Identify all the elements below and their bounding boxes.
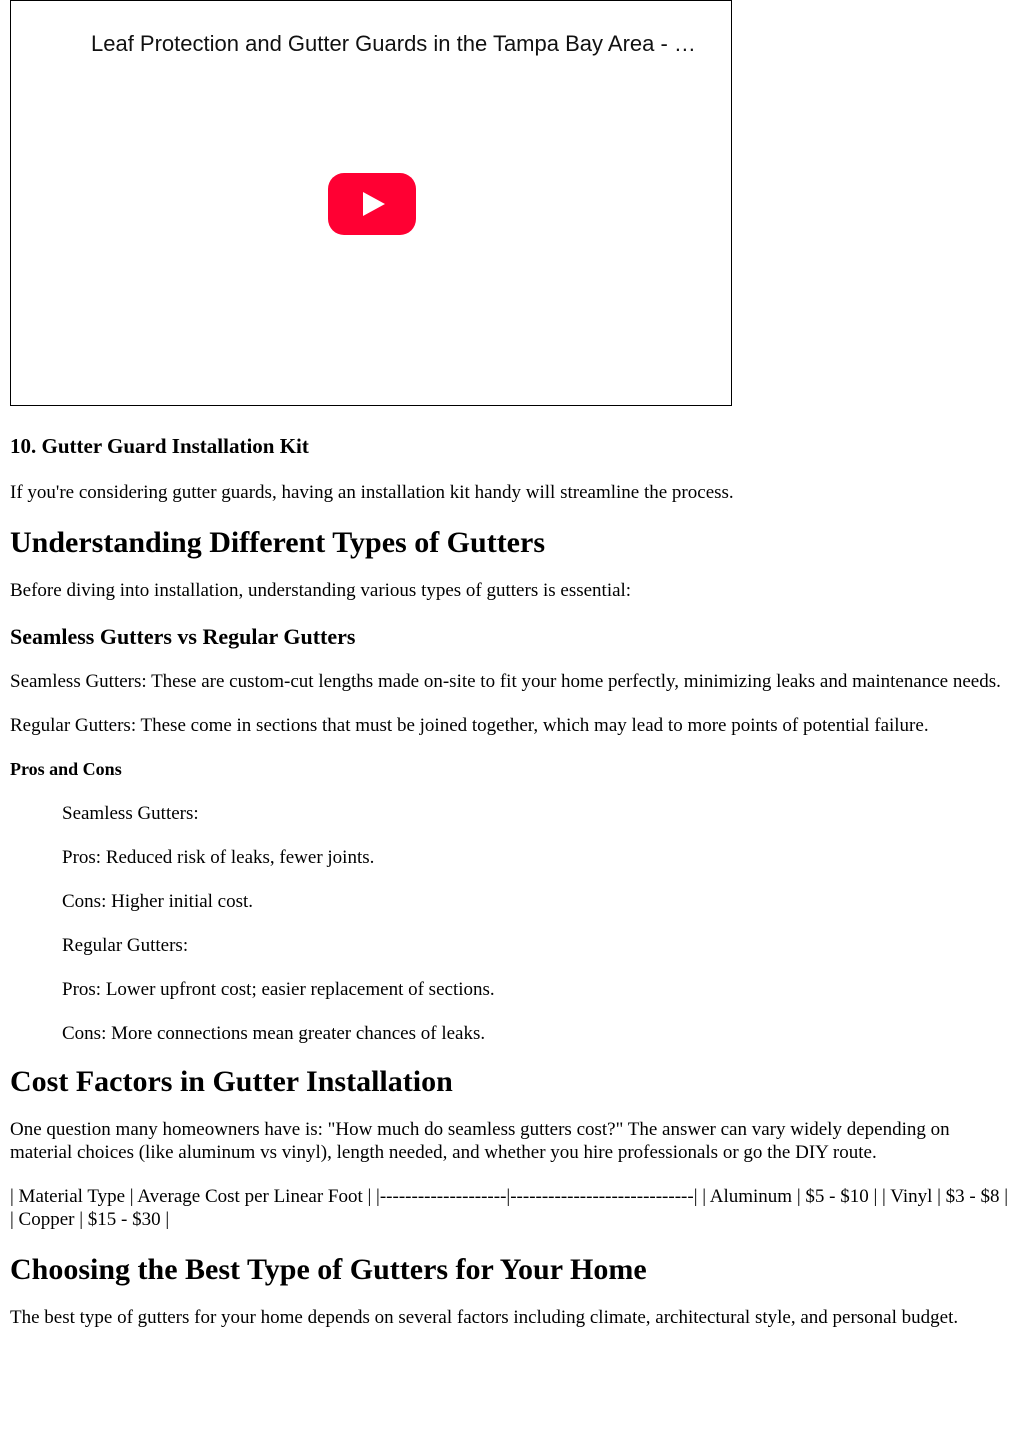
- video-embed[interactable]: [10, 0, 732, 406]
- regular-description: Regular Gutters: These come in sections that must be joined together, which may lead to more points of potential failure.: [10, 715, 929, 736]
- youtube-play-icon[interactable]: [328, 173, 416, 235]
- seamless-vs-regular-heading: Seamless Gutters vs Regular Gutters: [10, 624, 356, 649]
- list-item: Seamless Gutters:: [62, 803, 199, 824]
- kit-text: If you're considering gutter guards, having an installation kit handy will streamline the process.: [10, 482, 734, 503]
- choosing-text: The best type of gutters for your home depends on several factors including climate, architectural style, and personal budget.: [10, 1307, 959, 1328]
- list-item: Pros: Reduced risk of leaks, fewer joints.: [62, 847, 375, 868]
- types-intro: Before diving into installation, understanding various types of gutters is essential:: [10, 580, 632, 601]
- kit-heading: 10. Gutter Guard Installation Kit: [10, 434, 309, 458]
- list-item: Cons: More connections mean greater chances of leaks.: [62, 1023, 486, 1044]
- cost-table-text: | Material Type | Average Cost per Linear Foot | |--------------------|-----------------------------| | Aluminum | $5 - $10 | | Vinyl | $3 - $8 | | Copper | $15 - $30 |: [10, 1186, 1009, 1230]
- pros-cons-heading: Pros and Cons: [10, 759, 122, 779]
- list-item: Pros: Lower upfront cost; easier replacement of sections.: [62, 979, 495, 1000]
- video-title[interactable]: Leaf Protection and Gutter Guards in the Tampa Bay Area - …: [91, 31, 696, 56]
- cost-heading: Cost Factors in Gutter Installation: [10, 1065, 453, 1098]
- article-content: [10, 406, 1014, 1350]
- seamless-description: Seamless Gutters: These are custom-cut lengths made on-site to fit your home perfectly, minimizing leaks and maintenance needs.: [10, 671, 1001, 692]
- list-item: Cons: Higher initial cost.: [62, 891, 254, 912]
- pros-cons-list: [10, 802, 1014, 1045]
- choosing-heading: Choosing the Best Type of Gutters for Your Home: [10, 1253, 647, 1286]
- types-heading: Understanding Different Types of Gutters: [10, 526, 545, 559]
- cost-text: One question many homeowners have is: "How much do seamless gutters cost?" The answer can vary widely depending on material choices (like aluminum vs vinyl), length needed, and whether you hire professionals or go the DIY route.: [10, 1119, 950, 1163]
- list-item: Regular Gutters:: [62, 935, 189, 956]
